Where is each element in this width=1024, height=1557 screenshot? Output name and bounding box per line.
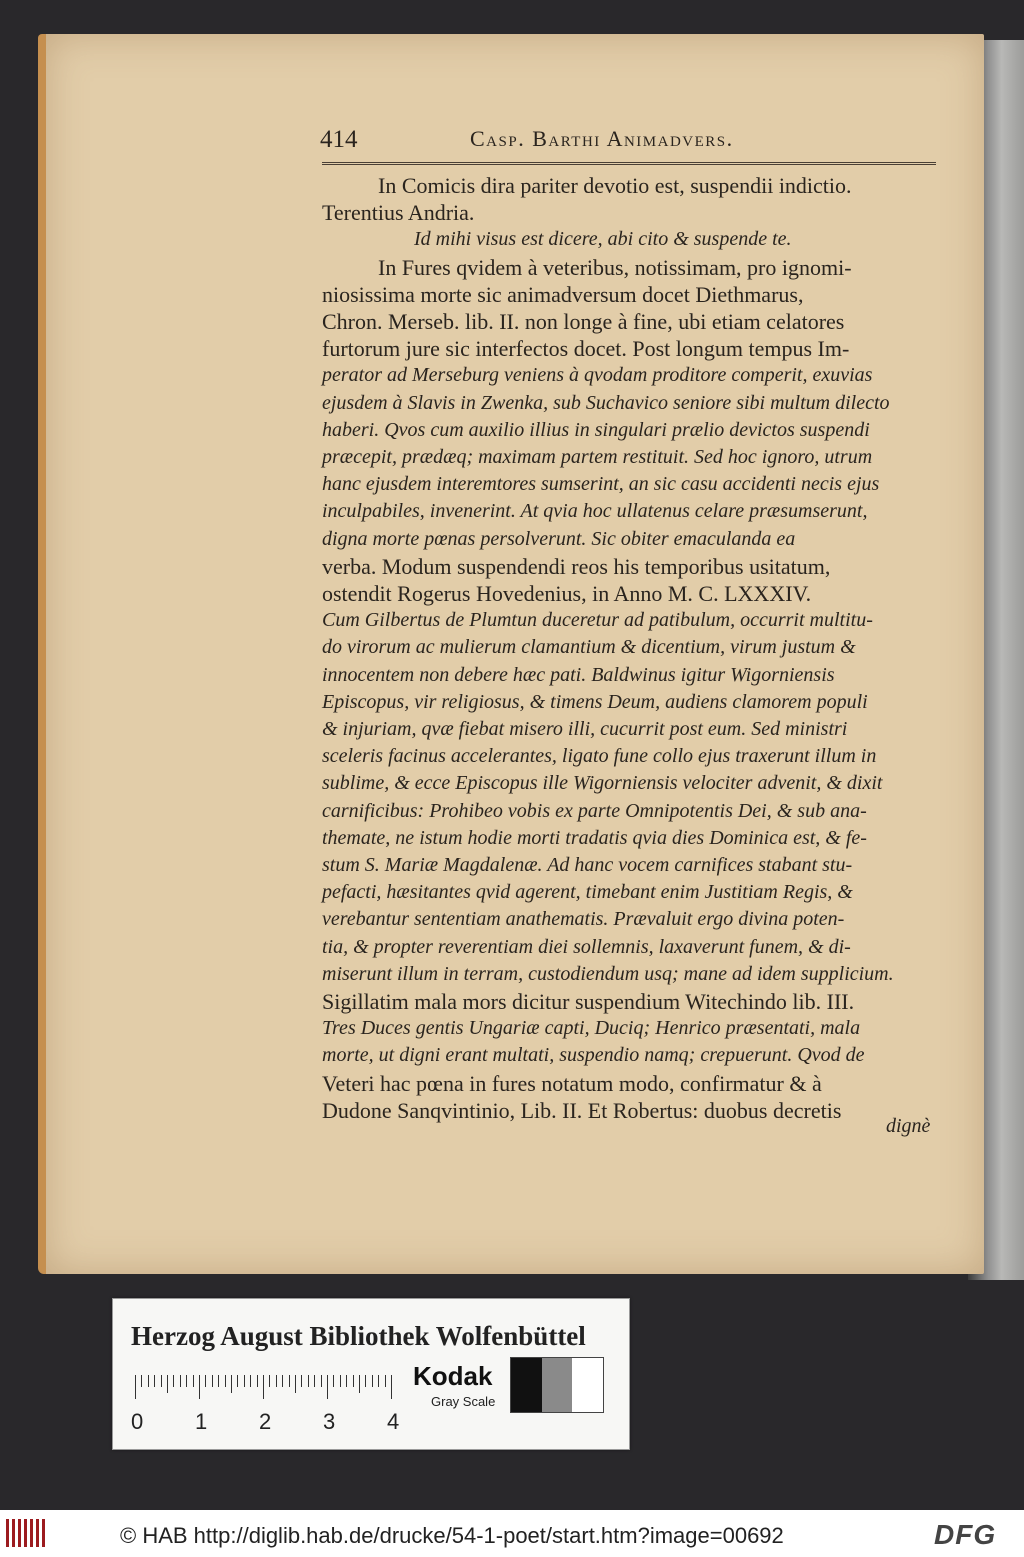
ruler-tick: [212, 1375, 213, 1387]
text-line: Cum Gilbertus de Plumtun duceretur ad patibulum, occurrit multitu-: [322, 609, 873, 632]
ruler-tick: [365, 1375, 366, 1387]
ruler-tick: [391, 1375, 392, 1399]
ruler-tick: [289, 1375, 290, 1387]
ruler-tick: [225, 1375, 226, 1387]
text-line: Episcopus, vir religiosus, & timens Deum, audiens clamorem populi: [322, 690, 868, 713]
ruler-tick: [340, 1375, 341, 1387]
text-line: niosissima morte sic animadversum docet Diethmarus,: [322, 281, 804, 307]
text-line: innocentem non debere hæc pati. Baldwinus igitur Wigorniensis: [322, 663, 835, 686]
text-line: morte, ut digni erant multati, suspendio namq; crepuerunt. Qvod de: [322, 1044, 865, 1067]
ruler-tick: [269, 1375, 270, 1387]
ruler-tick: [186, 1375, 187, 1387]
text-line: In Comicis dira pariter devotio est, suspendii indictio.: [378, 173, 852, 198]
header-rule: [322, 162, 936, 165]
ruler-tick: [180, 1375, 181, 1387]
text-line: ostendit Rogerus Hovedenius, in Anno M. C. LXXXIV.: [322, 581, 812, 606]
ruler-tick: [154, 1375, 155, 1387]
ruler-tick: [378, 1375, 379, 1387]
ruler-tick: [314, 1375, 315, 1387]
ruler-tick: [385, 1375, 386, 1387]
ruler-tick: [148, 1375, 149, 1387]
color-scale-card: [112, 1298, 630, 1450]
catchword: dignè: [886, 1115, 931, 1137]
kodak-logo: Kodak: [413, 1361, 493, 1391]
ruler-tick: [321, 1375, 322, 1387]
text-line: hanc ejusdem interemtores sumserint, an sic casu accidenti necis ejus: [322, 473, 880, 496]
ruler-number: 4: [387, 1409, 400, 1434]
running-head: [320, 126, 940, 156]
copyright-link[interactable]: © HAB http://diglib.hab.de/drucke/54-1-poet/start.htm?image=00692: [120, 1523, 784, 1548]
text-line: & injuriam, qvæ fiebat misero illi, cucurrit post eum. Sed ministri: [322, 718, 848, 740]
text-line: sublime, & ecce Episcopus ille Wigorniensis velociter advenit, & dixit: [322, 772, 883, 795]
ruler-tick: [199, 1375, 200, 1399]
footer-bar: [0, 1510, 1024, 1557]
text-line: digna morte pœnas persolverunt. Sic obiter emaculanda ea: [322, 527, 796, 550]
ruler-tick: [282, 1375, 283, 1387]
ruler-number: 3: [323, 1409, 336, 1434]
text-line: inculpabiles, invenerint. At qvia hoc ullatenus celare præsumserunt,: [322, 500, 868, 523]
running-head-title: Casp. Barthi Animadvers.: [470, 126, 734, 151]
ruler-tick: [301, 1375, 302, 1387]
ruler-tick: [161, 1375, 162, 1387]
ruler-tick: [263, 1375, 264, 1399]
ruler-tick: [327, 1375, 328, 1399]
text-line: In Fures qvidem à veteribus, notissimam, pro ignomi-: [378, 254, 852, 280]
gray-swatches: [510, 1357, 604, 1413]
ruler-tick: [276, 1375, 277, 1387]
text-line: Tres Duces gentis Ungariæ capti, Duciq; Henrico præsentati, mala: [322, 1017, 861, 1040]
text-line: pefacti, hæsitantes qvid agerent, timebant enim Justitiam Regis, &: [322, 881, 853, 904]
text-line: Veteri hac pœna in fures notatum modo, confirmatur & à: [322, 1070, 822, 1096]
text-line: præcepit, prædæq; maximam partem restituit. Sed hoc ignoro, utrum: [322, 446, 873, 468]
hab-logo-icon: [6, 1519, 46, 1547]
ruler-tick: [353, 1375, 354, 1387]
ruler-tick: [141, 1375, 142, 1387]
swatch-gray: [542, 1358, 573, 1412]
dfg-logo: DFG: [934, 1519, 997, 1550]
ruler-number: 1: [195, 1409, 208, 1434]
text-line: themate, ne istum hodie morti tradatis qvia dies Dominica est, & fe-: [322, 826, 867, 849]
text-line: verebantur sententiam anathematis. Prævaluit ergo divina poten-: [322, 908, 845, 931]
text-line: Sigillatim mala mors dicitur suspendium Witechindo lib. III.: [322, 989, 855, 1014]
card-title: Herzog August Bibliothek Wolfenbüttel: [131, 1321, 586, 1351]
ruler: [135, 1375, 407, 1399]
text-line: Chron. Merseb. lib. II. non longe à fine, ubi etiam celatores: [322, 309, 845, 334]
text-line: sceleris facinus accelerantes, ligato fune collo ejus traxerunt illum in: [322, 745, 877, 768]
swatch-white: [572, 1358, 603, 1412]
text-line: tia, & propter reverentiam diei sollemnis, laxaverunt funem, & di-: [322, 935, 851, 958]
ruler-tick: [237, 1375, 238, 1387]
text-line: Id mihi visus est dicere, abi cito & suspende te.: [414, 228, 792, 251]
text-line: ejusdem à Slavis in Zwenka, sub Suchavico seniore sibi multum dilecto: [322, 391, 890, 414]
ruler-tick: [193, 1375, 194, 1387]
ruler-tick: [359, 1375, 360, 1393]
text-line: perator ad Merseburg veniens à qvodam proditore comperit, exuvias: [322, 364, 873, 387]
ruler-tick: [244, 1375, 245, 1387]
ruler-tick: [231, 1375, 232, 1393]
page-number: 414: [320, 126, 358, 153]
ruler-tick: [295, 1375, 296, 1393]
ruler-tick: [135, 1375, 136, 1399]
ruler-tick: [218, 1375, 219, 1387]
text-line: carnificibus: Prohibeo vobis ex parte Omnipotentis Dei, & sub ana-: [322, 799, 867, 822]
text-line: haberi. Qvos cum auxilio illius in singulari prælio devictos suspendi: [322, 418, 870, 441]
ruler-number: 2: [259, 1409, 272, 1434]
ruler-tick: [333, 1375, 334, 1387]
ruler-number: 0: [131, 1409, 144, 1434]
gray-scale-label: Gray Scale: [431, 1394, 496, 1409]
text-line: verba. Modum suspendendi reos his temporibus usitatum,: [322, 553, 831, 579]
ruler-tick: [173, 1375, 174, 1387]
ruler-tick: [250, 1375, 251, 1387]
text-line: do virorum ac mulierum clamantium & dicentium, virum justum &: [322, 636, 856, 659]
text-line: furtorum jure sic interfectos docet. Post longum tempus Im-: [322, 336, 850, 362]
ruler-tick: [308, 1375, 309, 1387]
text-line: Terentius Andria.: [322, 200, 475, 226]
ruler-tick: [205, 1375, 206, 1387]
text-line: Dudone Sanqvintinio, Lib. II. Et Robertus: duobus decretis: [322, 1097, 842, 1123]
text-line: miserunt illum in terram, custodiendum usq; mane ad idem supplicium.: [322, 962, 894, 985]
ruler-tick: [257, 1375, 258, 1387]
ruler-tick: [167, 1375, 168, 1393]
ruler-tick: [346, 1375, 347, 1387]
text-line: stum S. Mariæ Magdalenæ. Ad hanc vocem carnifices stabant stu-: [322, 854, 853, 876]
swatch-black: [511, 1358, 542, 1412]
ruler-tick: [372, 1375, 373, 1387]
